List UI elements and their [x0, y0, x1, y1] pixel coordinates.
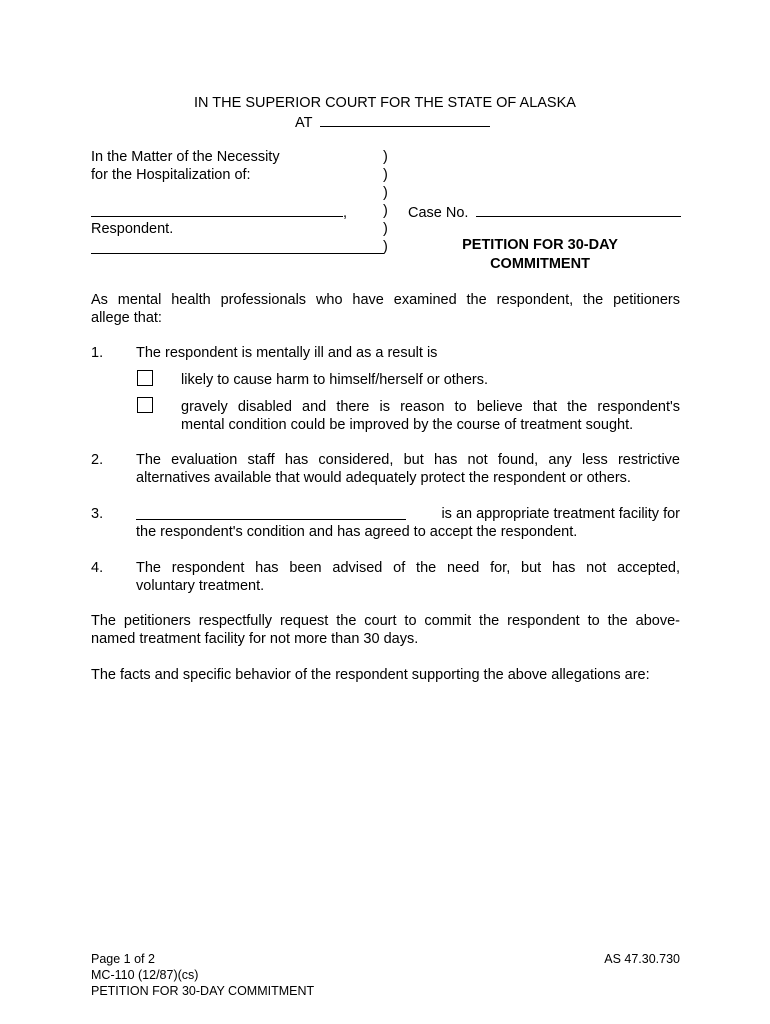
respondent-bottom-rule	[91, 238, 384, 254]
court-location-blank[interactable]	[320, 112, 490, 127]
request-line-2: named treatment facility for not more than 30 days.	[91, 631, 419, 647]
caption-paren: )	[383, 203, 388, 219]
item-3-number: 3.	[91, 506, 104, 522]
respondent-label: Respondent.	[91, 221, 174, 237]
matter-line-2: for the Hospitalization of:	[91, 167, 251, 183]
harm-checkbox[interactable]	[137, 370, 153, 386]
respondent-name-blank[interactable]	[91, 202, 343, 217]
item-4-line-2: voluntary treatment.	[136, 578, 265, 594]
footer-form-title: PETITION FOR 30-DAY COMMITMENT	[91, 984, 315, 998]
caption-paren: )	[383, 239, 388, 255]
petition-title-line-2: COMMITMENT	[490, 256, 590, 272]
court-location	[295, 112, 490, 132]
footer-form-id: MC-110 (12/87)(cs)	[91, 968, 199, 982]
item-2-line-2: alternatives available that would adequately protect the respondent or others.	[136, 470, 631, 486]
item-3-line-1-suffix: is an appropriate treatment facility for	[441, 506, 680, 522]
item-1-option-b-line-2: mental condition could be improved by the course of treatment sought.	[181, 417, 634, 433]
facts-intro: The facts and specific behavior of the respondent supporting the above allegations are:	[91, 667, 650, 683]
caption-paren: )	[383, 167, 388, 183]
case-number	[408, 202, 681, 222]
caption-paren: )	[383, 185, 388, 201]
gravely-disabled-checkbox[interactable]	[137, 397, 153, 413]
request-line-1: The petitioners respectfully request the court to commit the respondent to the above-	[91, 613, 680, 629]
footer-page: Page 1 of 2	[91, 952, 155, 966]
case-no-blank[interactable]	[476, 202, 681, 217]
item-1-text: The respondent is mentally ill and as a result is	[136, 345, 438, 361]
matter-line-1: In the Matter of the Necessity	[91, 149, 280, 165]
caption-paren: )	[383, 221, 388, 237]
item-1-number: 1.	[91, 345, 104, 361]
item-3-line-2: the respondent's condition and has agreed to accept the respondent.	[136, 524, 578, 540]
at-label: AT	[295, 115, 313, 131]
intro-line-1: As mental health professionals who have examined the respondent, the petitioners	[91, 292, 680, 308]
item-4-number: 4.	[91, 560, 104, 576]
item-2-number: 2.	[91, 452, 104, 468]
case-no-label: Case No.	[408, 205, 469, 221]
court-heading: IN THE SUPERIOR COURT FOR THE STATE OF ALASKA	[194, 95, 576, 111]
item-1-option-b-line-1: gravely disabled and there is reason to believe that the respondent's	[181, 399, 680, 415]
item-4-line-1: The respondent has been advised of the need for, but has not accepted,	[136, 560, 680, 576]
intro-line-2: allege that:	[91, 310, 162, 326]
respondent-comma: ,	[343, 205, 348, 221]
item-1-option-a: likely to cause harm to himself/herself or others.	[181, 372, 489, 388]
footer-statute: AS 47.30.730	[604, 952, 680, 966]
caption-paren: )	[383, 149, 388, 165]
respondent-name-line	[91, 202, 347, 222]
petition-title-line-1: PETITION FOR 30-DAY	[462, 237, 618, 253]
item-2-line-1: The evaluation staff has considered, but has not found, any less restrictive	[136, 452, 680, 468]
treatment-facility-blank[interactable]	[136, 505, 406, 520]
item-3-line-1	[136, 505, 680, 525]
